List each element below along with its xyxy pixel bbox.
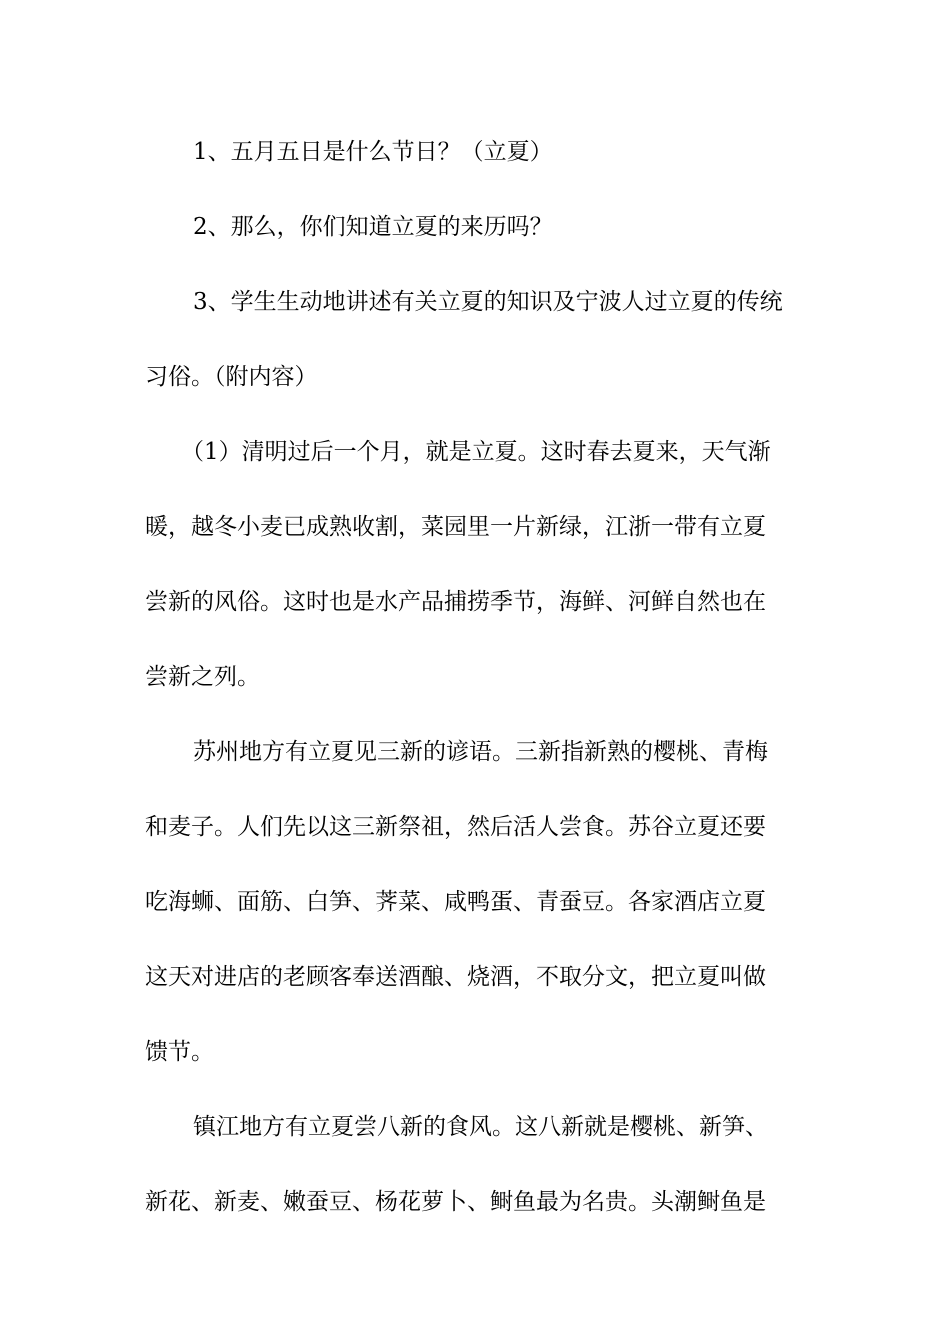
text-line: 和麦子。人们先以这三新祭祖，然后活人尝食。苏谷立夏还要 bbox=[145, 814, 766, 840]
text-line: 尝新的风俗。这时也是水产品捕捞季节，海鲜、河鲜自然也在 bbox=[145, 589, 766, 615]
text-line: 习俗。（附内容） bbox=[145, 364, 318, 390]
text-line-item-1: （1）清明过后一个月，就是立夏。这时春去夏来，天气渐 bbox=[181, 439, 771, 465]
text-line-question-3: 3、学生生动地讲述有关立夏的知识及宁波人过立夏的传统 bbox=[193, 289, 783, 315]
text-line-question-2: 2、那么，你们知道立夏的来历吗？ bbox=[193, 214, 553, 240]
text-line: 馈节。 bbox=[145, 1039, 214, 1065]
text-line-zhenjiang-paragraph: 镇江地方有立夏尝八新的食风。这八新就是樱桃、新笋、 bbox=[193, 1114, 768, 1140]
text-line: 尝新之列。 bbox=[145, 664, 260, 690]
text-line: 吃海蛳、面筋、白笋、荠菜、咸鸭蛋、青蚕豆。各家酒店立夏 bbox=[145, 889, 766, 915]
text-line-question-1: 1、五月五日是什么节日？（立夏） bbox=[193, 139, 553, 165]
text-line: 新花、新麦、嫩蚕豆、杨花萝卜、鲥鱼最为名贵。头潮鲥鱼是 bbox=[145, 1189, 766, 1215]
text-line: 这天对进店的老顾客奉送酒酿、烧酒，不取分文，把立夏叫做 bbox=[145, 964, 766, 990]
text-line: 暖，越冬小麦已成熟收割，菜园里一片新绿，江浙一带有立夏 bbox=[145, 514, 766, 540]
text-line-suzhou-paragraph: 苏州地方有立夏见三新的谚语。三新指新熟的樱桃、青梅 bbox=[193, 739, 768, 765]
